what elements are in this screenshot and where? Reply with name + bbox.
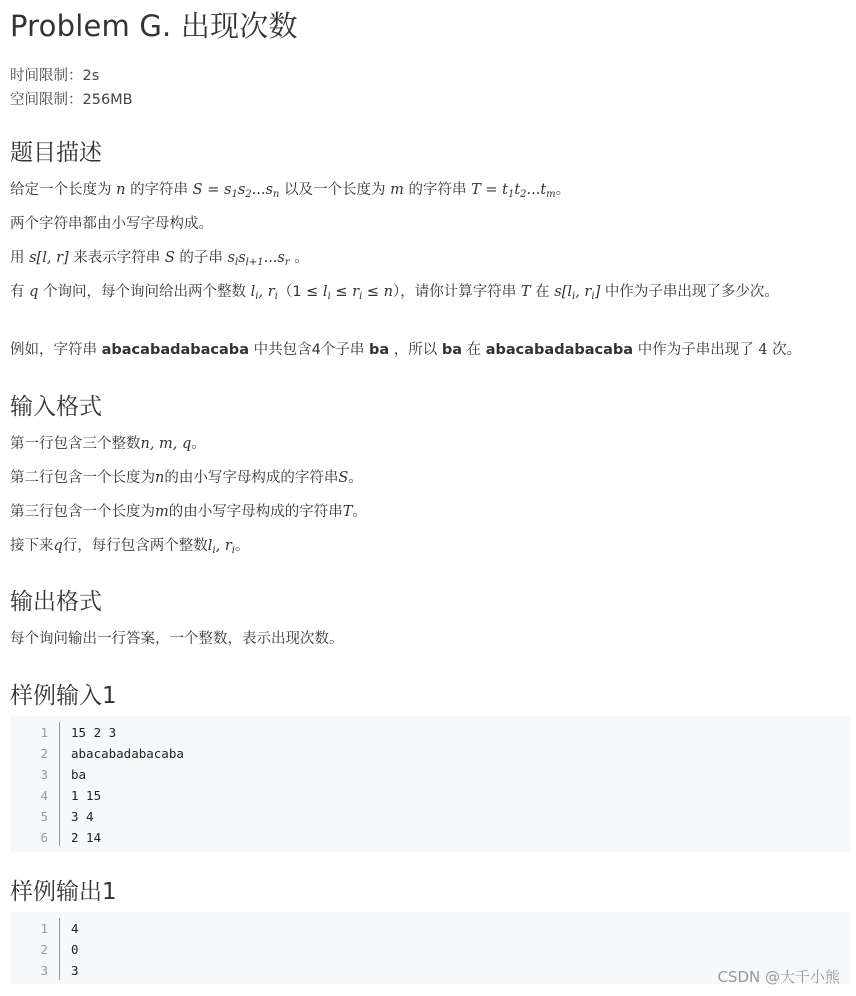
description-paragraph-1: 给定一个长度为 n 的字符串 $S = s_1s_2...s_n$ 以及一个长度为 m 的字符串 $T = t_1t_2...t_m$。 bbox=[10, 182, 571, 200]
line-number: 1 bbox=[40, 725, 48, 740]
code-line bbox=[10, 939, 850, 960]
output-format-text: 每个询问输出一行答案，一个整数，表示出现次数。 bbox=[10, 631, 344, 647]
time-limit: 时间限制：2s bbox=[10, 68, 100, 84]
line-number: 2 bbox=[40, 746, 48, 761]
line-number: 2 bbox=[40, 942, 48, 957]
code-text: ba bbox=[71, 767, 87, 782]
line-number: 5 bbox=[40, 809, 48, 824]
code-line bbox=[10, 806, 850, 827]
line-number: 1 bbox=[40, 921, 48, 936]
code-text: 1 15 bbox=[71, 788, 102, 803]
code-text: 4 bbox=[71, 921, 79, 936]
code-text: 2 14 bbox=[71, 830, 102, 845]
code-text: 15 2 3 bbox=[71, 725, 117, 740]
line-number: 3 bbox=[40, 767, 48, 782]
input-format-line-3: 第三行包含一个长度为m的由小写字母构成的字符串T。 bbox=[10, 504, 367, 520]
section-heading-sample-input: 样例输入1 bbox=[10, 683, 117, 709]
line-number: 3 bbox=[40, 963, 48, 978]
code-line bbox=[10, 743, 850, 764]
code-line bbox=[10, 918, 850, 939]
input-format-line-2: 第二行包含一个长度为n的由小写字母构成的字符串S。 bbox=[10, 470, 363, 486]
sample-input-code-block bbox=[10, 716, 850, 852]
line-number: 4 bbox=[40, 788, 48, 803]
description-paragraph-2: 两个字符串都由小写字母构成。 bbox=[10, 216, 213, 232]
watermark: CSDN @大千小熊 bbox=[717, 968, 840, 986]
code-text: 3 4 bbox=[71, 809, 94, 824]
code-line bbox=[10, 722, 850, 743]
input-format-line-4: 接下来q行，每行包含两个整数$l_i$, $r_i$。 bbox=[10, 538, 250, 556]
line-number: 6 bbox=[40, 830, 48, 845]
section-heading-input: 输入格式 bbox=[10, 394, 102, 420]
code-line bbox=[10, 827, 850, 848]
code-text: 0 bbox=[71, 942, 79, 957]
code-text: 3 bbox=[71, 963, 79, 978]
page-title: Problem G. 出现次数 bbox=[10, 9, 298, 43]
code-line bbox=[10, 785, 850, 806]
section-heading-sample-output: 样例输出1 bbox=[10, 879, 117, 905]
section-heading-description: 题目描述 bbox=[10, 140, 102, 166]
description-paragraph-4: 有 q 个询问，每个询问给出两个整数 $l_i$, $r_i(1 \le l_i \le r_i \le n)$，请你计算字符串 T 在 $s[l_i$, $r_i$] 中作为子串出现了多少次。 bbox=[10, 284, 779, 302]
code-text: abacabadabacaba bbox=[71, 746, 184, 761]
input-format-line-1: 第一行包含三个整数n, m, q。 bbox=[10, 436, 206, 452]
code-line bbox=[10, 764, 850, 785]
description-paragraph-5: 例如，字符串 abacabadabacaba 中共包含4个子串 ba ，所以 ba 在 abacabadabacaba 中作为子串出现了 4 次。 bbox=[10, 342, 802, 358]
description-paragraph-3: 用 s[l, r] 来表示字符串 S 的子串 $s_ls_{l+1}...s_r$ 。 bbox=[10, 250, 309, 268]
memory-limit: 空间限制：256MB bbox=[10, 92, 133, 108]
section-heading-output: 输出格式 bbox=[10, 589, 102, 615]
